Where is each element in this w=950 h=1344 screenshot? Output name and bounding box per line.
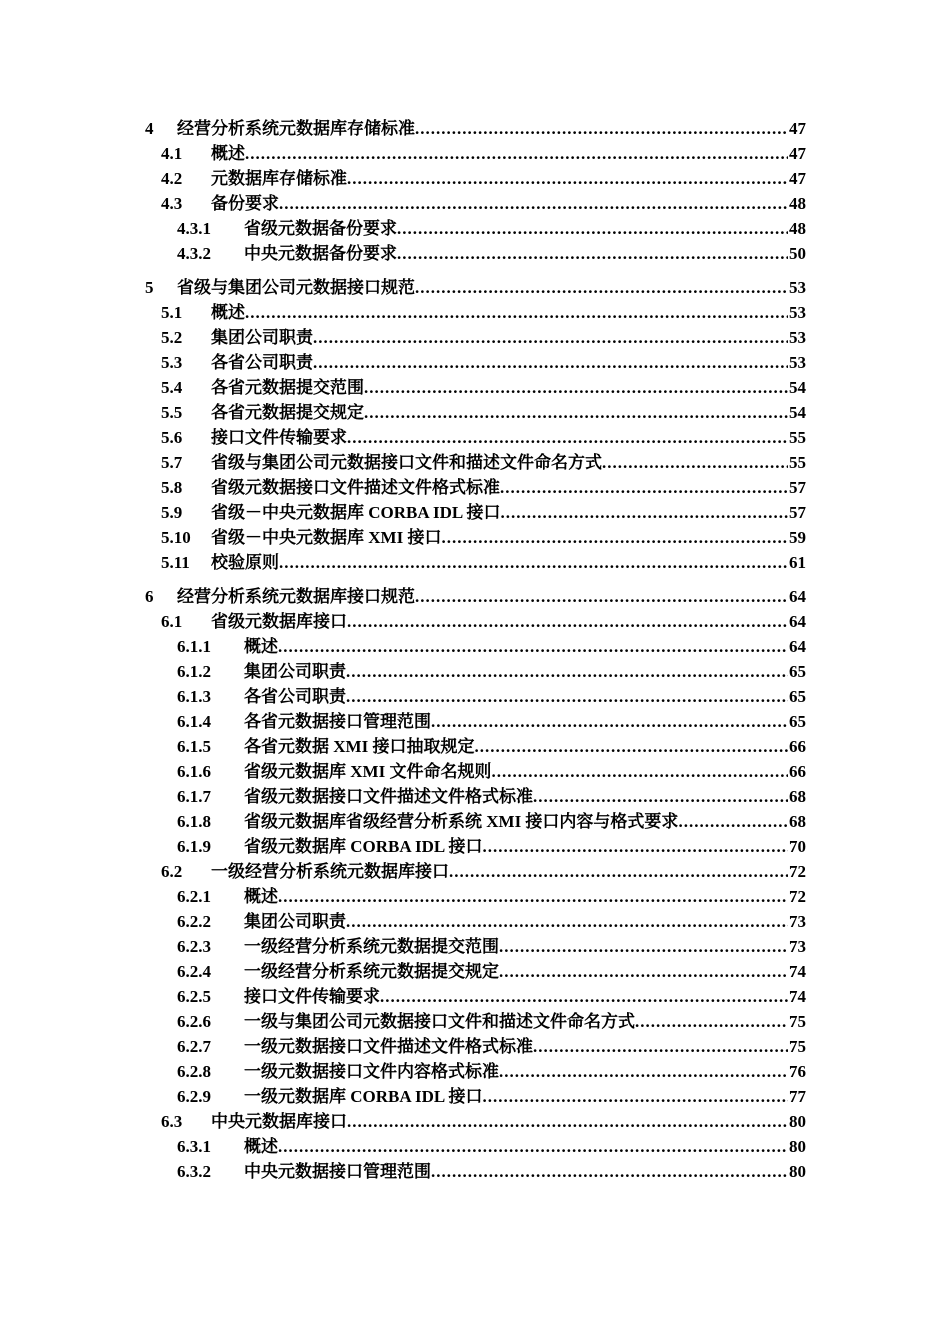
toc-dot-leader xyxy=(500,475,788,500)
toc-entry-body xyxy=(244,734,806,759)
toc-entry-title: 概述 xyxy=(211,144,245,163)
toc-entry-page-number: 66 xyxy=(789,762,806,781)
toc-entry-number: 6 xyxy=(145,587,154,606)
toc-entry-level2[interactable] xyxy=(0,425,950,450)
toc-entry-body xyxy=(244,659,806,684)
toc-entry-title: 各省公司职责 xyxy=(211,353,313,372)
toc-entry-page-number: 80 xyxy=(789,1137,806,1156)
toc-entry-body xyxy=(177,584,806,609)
toc-entry-level2[interactable] xyxy=(0,525,950,550)
toc-dot-leader xyxy=(347,166,788,191)
toc-entry-level2[interactable] xyxy=(0,375,950,400)
toc-dot-leader xyxy=(491,759,788,784)
toc-entry-body xyxy=(244,241,806,266)
toc-dot-leader xyxy=(499,1059,788,1084)
toc-entry-level3[interactable] xyxy=(0,659,950,684)
toc-entry-number: 5.3 xyxy=(161,353,183,372)
toc-dot-leader xyxy=(415,275,788,300)
toc-dot-leader xyxy=(347,1109,788,1134)
toc-entry-number: 5.4 xyxy=(161,378,183,397)
toc-entry-page-number: 68 xyxy=(789,787,806,806)
toc-entry-level2[interactable] xyxy=(0,141,950,166)
toc-dot-leader xyxy=(483,1084,789,1109)
toc-entry-page-number: 70 xyxy=(789,837,806,856)
toc-entry-title: 集团公司职责 xyxy=(244,912,346,931)
toc-entry-body xyxy=(244,909,806,934)
toc-dot-leader xyxy=(278,634,788,659)
toc-entry-title: 一级与集团公司元数据接口文件和描述文件命名方式 xyxy=(244,1012,635,1031)
toc-entry-body xyxy=(244,884,806,909)
toc-entry-level3[interactable] xyxy=(0,959,950,984)
toc-entry-level2[interactable] xyxy=(0,350,950,375)
toc-entry-title: 元数据库存储标准 xyxy=(211,169,347,188)
toc-entry-body xyxy=(244,759,806,784)
toc-entry-title: 省级元数据备份要求 xyxy=(244,219,397,238)
toc-entry-page-number: 64 xyxy=(789,587,806,606)
toc-entry-page-number: 54 xyxy=(789,403,806,422)
toc-entry-level3[interactable] xyxy=(0,1034,950,1059)
toc-entry-number: 6.2.9 xyxy=(177,1087,211,1106)
toc-entry-title: 各省公司职责 xyxy=(244,687,346,706)
toc-dot-leader xyxy=(441,525,788,550)
toc-entry-body xyxy=(244,784,806,809)
toc-dot-leader xyxy=(602,450,788,475)
table-of-contents xyxy=(0,116,950,1184)
toc-entry-number: 4 xyxy=(145,119,154,138)
toc-entry-title: 省级元数据库 XMI 文件命名规则 xyxy=(244,762,492,781)
toc-entry-body xyxy=(211,425,806,450)
toc-entry-body xyxy=(244,634,806,659)
toc-entry-number: 6.2.7 xyxy=(177,1037,211,1056)
toc-entry-body xyxy=(244,959,806,984)
toc-entry-body xyxy=(244,1159,806,1184)
toc-entry-level3[interactable] xyxy=(0,734,950,759)
toc-dot-leader xyxy=(279,191,788,216)
toc-entry-body xyxy=(211,475,806,500)
toc-entry-body xyxy=(211,166,806,191)
toc-entry-body xyxy=(244,1084,806,1109)
toc-entry-title: 一级经营分析系统元数据提交范围 xyxy=(244,937,499,956)
toc-entry-number: 6.3 xyxy=(161,1112,183,1131)
toc-entry-level3[interactable] xyxy=(0,834,950,859)
toc-entry-page-number: 80 xyxy=(789,1112,806,1131)
toc-entry-page-number: 55 xyxy=(789,428,806,447)
toc-entry-page-number: 50 xyxy=(789,244,806,263)
toc-entry-number: 5 xyxy=(145,278,154,297)
toc-entry-title: 经营分析系统元数据库存储标准 xyxy=(177,119,415,138)
toc-entry-body xyxy=(244,1059,806,1084)
toc-entry-body xyxy=(244,809,806,834)
toc-dot-leader xyxy=(346,909,788,934)
toc-entry-number: 6.1.2 xyxy=(177,662,211,681)
toc-entry-page-number: 74 xyxy=(789,987,806,1006)
toc-entry-body xyxy=(211,300,806,325)
toc-entry-level3[interactable] xyxy=(0,709,950,734)
toc-entry-body xyxy=(211,191,806,216)
toc-entry-title: 各省元数据提交规定 xyxy=(211,403,364,422)
toc-entry-page-number: 47 xyxy=(789,119,806,138)
toc-entry-level1[interactable] xyxy=(0,584,950,609)
toc-dot-leader xyxy=(313,350,788,375)
toc-entry-page-number: 74 xyxy=(789,962,806,981)
toc-dot-leader xyxy=(499,959,788,984)
toc-entry-body xyxy=(211,350,806,375)
toc-entry-body xyxy=(211,400,806,425)
toc-dot-leader xyxy=(347,609,788,634)
toc-dot-leader xyxy=(431,709,788,734)
toc-dot-leader xyxy=(501,500,789,525)
toc-entry-number: 6.1.7 xyxy=(177,787,211,806)
toc-entry-level3[interactable] xyxy=(0,784,950,809)
toc-entry-level3[interactable] xyxy=(0,634,950,659)
toc-entry-title: 集团公司职责 xyxy=(244,662,346,681)
toc-entry-title: 省级与集团公司元数据接口文件和描述文件命名方式 xyxy=(211,453,602,472)
toc-entry-body xyxy=(211,141,806,166)
toc-entry-number: 4.3.2 xyxy=(177,244,211,263)
toc-entry-title: 省级－中央元数据库 XMI 接口 xyxy=(211,528,442,547)
toc-entry-number: 6.1.9 xyxy=(177,837,211,856)
toc-entry-body xyxy=(211,609,806,634)
toc-entry-body xyxy=(244,684,806,709)
toc-dot-leader xyxy=(533,784,788,809)
toc-entry-number: 5.7 xyxy=(161,453,183,472)
toc-dot-leader xyxy=(313,325,788,350)
toc-entry-number: 6.2.1 xyxy=(177,887,211,906)
toc-entry-level2[interactable] xyxy=(0,325,950,350)
toc-entry-level3[interactable] xyxy=(0,934,950,959)
toc-entry-number: 5.8 xyxy=(161,478,183,497)
toc-entry-level3[interactable] xyxy=(0,884,950,909)
toc-entry-number: 6.1.6 xyxy=(177,762,211,781)
toc-entry-body xyxy=(244,834,806,859)
toc-entry-level3[interactable] xyxy=(0,241,950,266)
toc-entry-page-number: 77 xyxy=(789,1087,806,1106)
toc-entry-page-number: 72 xyxy=(789,887,806,906)
toc-entry-number: 6.3.1 xyxy=(177,1137,211,1156)
toc-entry-title: 接口文件传输要求 xyxy=(211,428,347,447)
toc-entry-page-number: 80 xyxy=(789,1162,806,1181)
toc-entry-title: 各省元数据接口管理范围 xyxy=(244,712,431,731)
toc-entry-title: 一级经营分析系统元数据库接口 xyxy=(211,862,449,881)
toc-entry-level2[interactable] xyxy=(0,400,950,425)
toc-entry-body xyxy=(177,275,806,300)
toc-entry-number: 4.3.1 xyxy=(177,219,211,238)
toc-entry-page-number: 47 xyxy=(789,169,806,188)
toc-entry-number: 5.1 xyxy=(161,303,183,322)
toc-dot-leader xyxy=(364,400,788,425)
toc-entry-title: 一级元数据接口文件内容格式标准 xyxy=(244,1062,499,1081)
toc-entry-number: 6.1.5 xyxy=(177,737,211,756)
toc-dot-leader xyxy=(397,241,788,266)
toc-entry-number: 6.2.6 xyxy=(177,1012,211,1031)
toc-entry-number: 5.5 xyxy=(161,403,183,422)
toc-entry-page-number: 75 xyxy=(789,1037,806,1056)
toc-entry-page-number: 61 xyxy=(789,553,806,572)
toc-entry-body xyxy=(244,934,806,959)
toc-entry-level2[interactable] xyxy=(0,500,950,525)
toc-dot-leader xyxy=(415,584,788,609)
toc-dot-leader xyxy=(278,1134,788,1159)
toc-entry-body xyxy=(244,709,806,734)
toc-entry-level2[interactable] xyxy=(0,475,950,500)
toc-entry-page-number: 64 xyxy=(789,637,806,656)
toc-entry-number: 6.2.5 xyxy=(177,987,211,1006)
toc-dot-leader xyxy=(678,809,788,834)
toc-entry-title: 校验原则 xyxy=(211,553,279,572)
toc-entry-title: 中央元数据备份要求 xyxy=(244,244,397,263)
toc-dot-leader xyxy=(346,684,788,709)
toc-entry-page-number: 55 xyxy=(789,453,806,472)
toc-entry-page-number: 65 xyxy=(789,662,806,681)
toc-entry-number: 6.1.1 xyxy=(177,637,211,656)
toc-entry-level3[interactable] xyxy=(0,759,950,784)
toc-entry-title: 省级－中央元数据库 CORBA IDL 接口 xyxy=(211,503,501,522)
toc-entry-page-number: 57 xyxy=(789,503,806,522)
toc-entry-level3[interactable] xyxy=(0,216,950,241)
toc-entry-level3[interactable] xyxy=(0,1134,950,1159)
toc-entry-title: 备份要求 xyxy=(211,194,279,213)
toc-entry-body xyxy=(244,1134,806,1159)
toc-entry-level3[interactable] xyxy=(0,1009,950,1034)
toc-dot-leader xyxy=(364,375,788,400)
toc-entry-body xyxy=(211,859,806,884)
toc-entry-title: 中央元数据接口管理范围 xyxy=(244,1162,431,1181)
toc-entry-page-number: 65 xyxy=(789,712,806,731)
toc-entry-level1[interactable] xyxy=(0,275,950,300)
toc-entry-page-number: 48 xyxy=(789,219,806,238)
toc-entry-page-number: 66 xyxy=(789,737,806,756)
toc-entry-level3[interactable] xyxy=(0,809,950,834)
toc-dot-leader xyxy=(449,859,788,884)
toc-entry-page-number: 53 xyxy=(789,278,806,297)
toc-entry-number: 5.9 xyxy=(161,503,183,522)
toc-dot-leader xyxy=(499,934,788,959)
toc-entry-level2[interactable] xyxy=(0,191,950,216)
toc-dot-leader xyxy=(347,425,788,450)
toc-entry-body xyxy=(244,984,806,1009)
toc-entry-page-number: 48 xyxy=(789,194,806,213)
toc-entry-level2[interactable] xyxy=(0,166,950,191)
toc-entry-title: 省级与集团公司元数据接口规范 xyxy=(177,278,415,297)
toc-dot-leader xyxy=(415,116,788,141)
toc-entry-page-number: 54 xyxy=(789,378,806,397)
toc-entry-body xyxy=(211,525,806,550)
toc-entry-page-number: 75 xyxy=(789,1012,806,1031)
toc-entry-page-number: 53 xyxy=(789,303,806,322)
toc-entry-level2[interactable] xyxy=(0,1109,950,1134)
toc-entry-title: 各省元数据提交范围 xyxy=(211,378,364,397)
toc-entry-level3[interactable] xyxy=(0,1059,950,1084)
toc-entry-number: 6.2.4 xyxy=(177,962,211,981)
toc-entry-number: 5.2 xyxy=(161,328,183,347)
toc-entry-title: 中央元数据库接口 xyxy=(211,1112,347,1131)
toc-dot-leader xyxy=(474,734,788,759)
toc-entry-page-number: 64 xyxy=(789,612,806,631)
toc-entry-title: 经营分析系统元数据库接口规范 xyxy=(177,587,415,606)
toc-entry-number: 6.1.4 xyxy=(177,712,211,731)
toc-entry-page-number: 65 xyxy=(789,687,806,706)
toc-entry-body xyxy=(211,450,806,475)
toc-entry-title: 概述 xyxy=(211,303,245,322)
toc-entry-level2[interactable] xyxy=(0,609,950,634)
toc-entry-body xyxy=(211,500,806,525)
toc-entry-page-number: 76 xyxy=(789,1062,806,1081)
toc-entry-number: 6.1.8 xyxy=(177,812,211,831)
toc-entry-title: 省级元数据接口文件描述文件格式标准 xyxy=(211,478,500,497)
toc-dot-leader xyxy=(278,884,788,909)
toc-entry-number: 4.3 xyxy=(161,194,183,213)
toc-entry-number: 4.1 xyxy=(161,144,183,163)
toc-entry-title: 省级元数据库 CORBA IDL 接口 xyxy=(244,837,483,856)
toc-entry-page-number: 73 xyxy=(789,937,806,956)
toc-entry-number: 6.2.8 xyxy=(177,1062,211,1081)
toc-entry-page-number: 68 xyxy=(789,812,806,831)
toc-dot-leader xyxy=(635,1009,788,1034)
toc-entry-body xyxy=(244,216,806,241)
toc-entry-title: 一级经营分析系统元数据提交规定 xyxy=(244,962,499,981)
toc-entry-page-number: 53 xyxy=(789,353,806,372)
toc-entry-body xyxy=(177,116,806,141)
toc-entry-number: 6.2.2 xyxy=(177,912,211,931)
toc-entry-title: 省级元数据库省级经营分析系统 XMI 接口内容与格式要求 xyxy=(244,812,679,831)
toc-dot-leader xyxy=(380,984,788,1009)
toc-entry-level3[interactable] xyxy=(0,1159,950,1184)
toc-dot-leader xyxy=(397,216,788,241)
toc-entry-page-number: 73 xyxy=(789,912,806,931)
toc-entry-title: 概述 xyxy=(244,887,278,906)
toc-entry-number: 6.3.2 xyxy=(177,1162,211,1181)
toc-entry-number: 6.1.3 xyxy=(177,687,211,706)
toc-entry-level2[interactable] xyxy=(0,859,950,884)
toc-entry-body xyxy=(211,325,806,350)
toc-entry-title: 各省元数据 XMI 接口抽取规定 xyxy=(244,737,475,756)
toc-entry-number: 5.6 xyxy=(161,428,183,447)
toc-entry-title: 省级元数据接口文件描述文件格式标准 xyxy=(244,787,533,806)
toc-dot-leader xyxy=(483,834,789,859)
toc-entry-level3[interactable] xyxy=(0,684,950,709)
toc-entry-number: 5.11 xyxy=(161,553,190,572)
toc-entry-number: 6.1 xyxy=(161,612,183,631)
toc-entry-level3[interactable] xyxy=(0,1084,950,1109)
toc-entry-page-number: 59 xyxy=(789,528,806,547)
toc-entry-body xyxy=(211,375,806,400)
toc-entry-title: 省级元数据库接口 xyxy=(211,612,347,631)
toc-entry-level3[interactable] xyxy=(0,909,950,934)
toc-entry-title: 概述 xyxy=(244,637,278,656)
toc-dot-leader xyxy=(279,550,788,575)
toc-dot-leader xyxy=(346,659,788,684)
toc-entry-level3[interactable] xyxy=(0,984,950,1009)
toc-entry-number: 6.2 xyxy=(161,862,183,881)
toc-dot-leader xyxy=(533,1034,788,1059)
toc-entry-number: 4.2 xyxy=(161,169,183,188)
toc-entry-title: 集团公司职责 xyxy=(211,328,313,347)
toc-entry-body xyxy=(211,550,806,575)
toc-dot-leader xyxy=(245,300,788,325)
toc-entry-page-number: 53 xyxy=(789,328,806,347)
toc-entry-level1[interactable] xyxy=(0,116,950,141)
toc-entry-title: 一级元数据接口文件描述文件格式标准 xyxy=(244,1037,533,1056)
toc-entry-title: 概述 xyxy=(244,1137,278,1156)
toc-dot-leader xyxy=(431,1159,788,1184)
toc-entry-title: 接口文件传输要求 xyxy=(244,987,380,1006)
toc-entry-title: 一级元数据库 CORBA IDL 接口 xyxy=(244,1087,483,1106)
toc-entry-number: 6.2.3 xyxy=(177,937,211,956)
toc-entry-page-number: 72 xyxy=(789,862,806,881)
toc-entry-page-number: 47 xyxy=(789,144,806,163)
toc-entry-body xyxy=(244,1034,806,1059)
toc-entry-body xyxy=(244,1009,806,1034)
toc-dot-leader xyxy=(245,141,788,166)
toc-entry-number: 5.10 xyxy=(161,528,191,547)
toc-entry-level2[interactable] xyxy=(0,300,950,325)
toc-entry-body xyxy=(211,1109,806,1134)
toc-entry-page-number: 57 xyxy=(789,478,806,497)
toc-entry-level2[interactable] xyxy=(0,450,950,475)
toc-entry-level2[interactable] xyxy=(0,550,950,575)
